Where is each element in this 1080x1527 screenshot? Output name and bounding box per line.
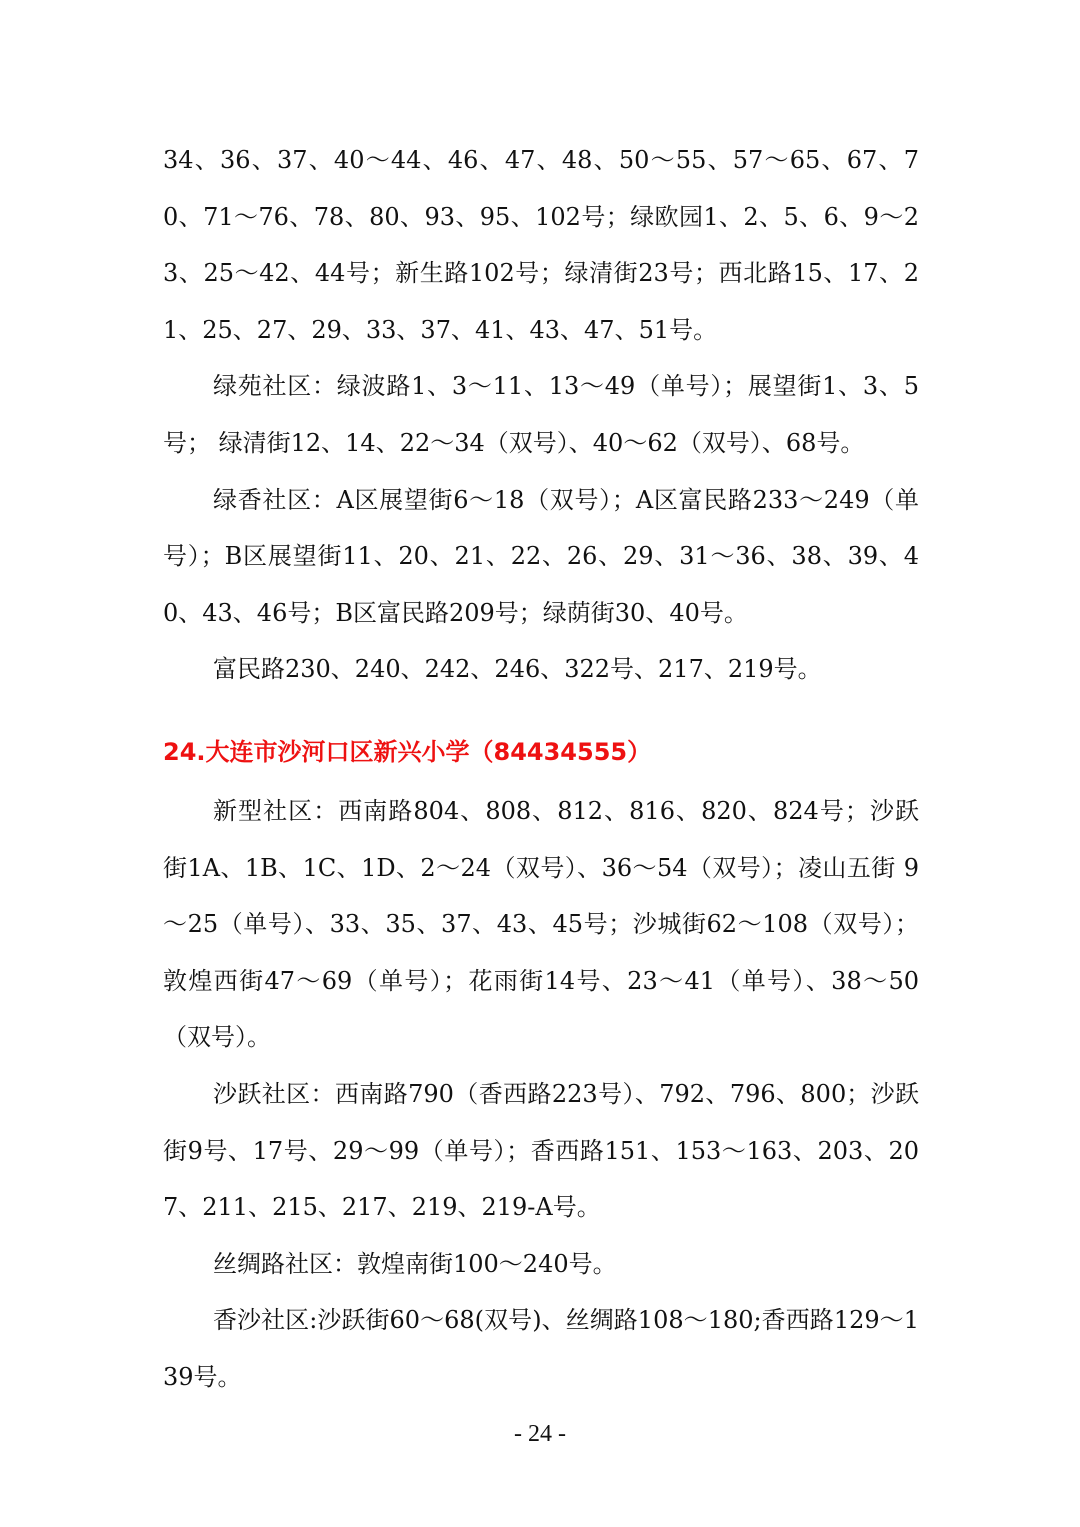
paragraph-continued-addresses: 34、36、37、40～44、46、47、48、50～55、57～65、67、70、71～76、78、80、93、95、102号；绿欧园1、2、5、6、9～23、25～42、44号；新生路102号；绿清街23号；西北路15、17、21、25、27、29、33、37、41、43、47、51号。 [163, 146, 919, 344]
section-heading-xinxing-school: 24.大连市沙河口区新兴小学（84434555） [163, 737, 652, 766]
paragraph-lvyuan-community: 绿苑社区：绿波路1、3～11、13～49（单号）；展望街1、3、5号； 绿清街12、14、22～34（双号）、40～62（双号）、68号。 [163, 372, 919, 457]
paragraph-xinxing-community: 新型社区：西南路804、808、812、816、820、824号；沙跃街1A、1B、1C、1D、2～24（双号）、36～54（双号）；凌山五街 9～25（单号）、33、35、37、43、45号；沙城街62～108（双号）；敦煌西街47～69（单号）；花雨街14号、23～41（单号）、38～50（双号）。 [163, 796, 919, 1052]
paragraph-lvxiang-community: 绿香社区：A区展望街6～18（双号）；A区富民路233～249（单号）；B区展望街11、20、21、22、26、29、31～36、38、39、40、43、46号；B区富民路209号；绿荫街30、40号。 [163, 485, 919, 627]
paragraph-xiangsha-community: 香沙社区:沙跃街60～68(双号)、丝绸路108～180;香西路129～139号。 [163, 1306, 919, 1391]
paragraph-sichoulu-community: 丝绸路社区：敦煌南街100～240号。 [213, 1249, 617, 1278]
page-number: - 24 - [514, 1421, 566, 1447]
page-content [163, 132, 919, 1405]
paragraph-shayue-community: 沙跃社区：西南路790（香西路223号）、792、796、800；沙跃街9号、17号、29～99（单号）；香西路151、153～163、203、207、211、215、217、219、219-A号。 [163, 1079, 919, 1222]
paragraph-fumin-road: 富民路230、240、242、246、322号、217、219号。 [213, 655, 822, 684]
